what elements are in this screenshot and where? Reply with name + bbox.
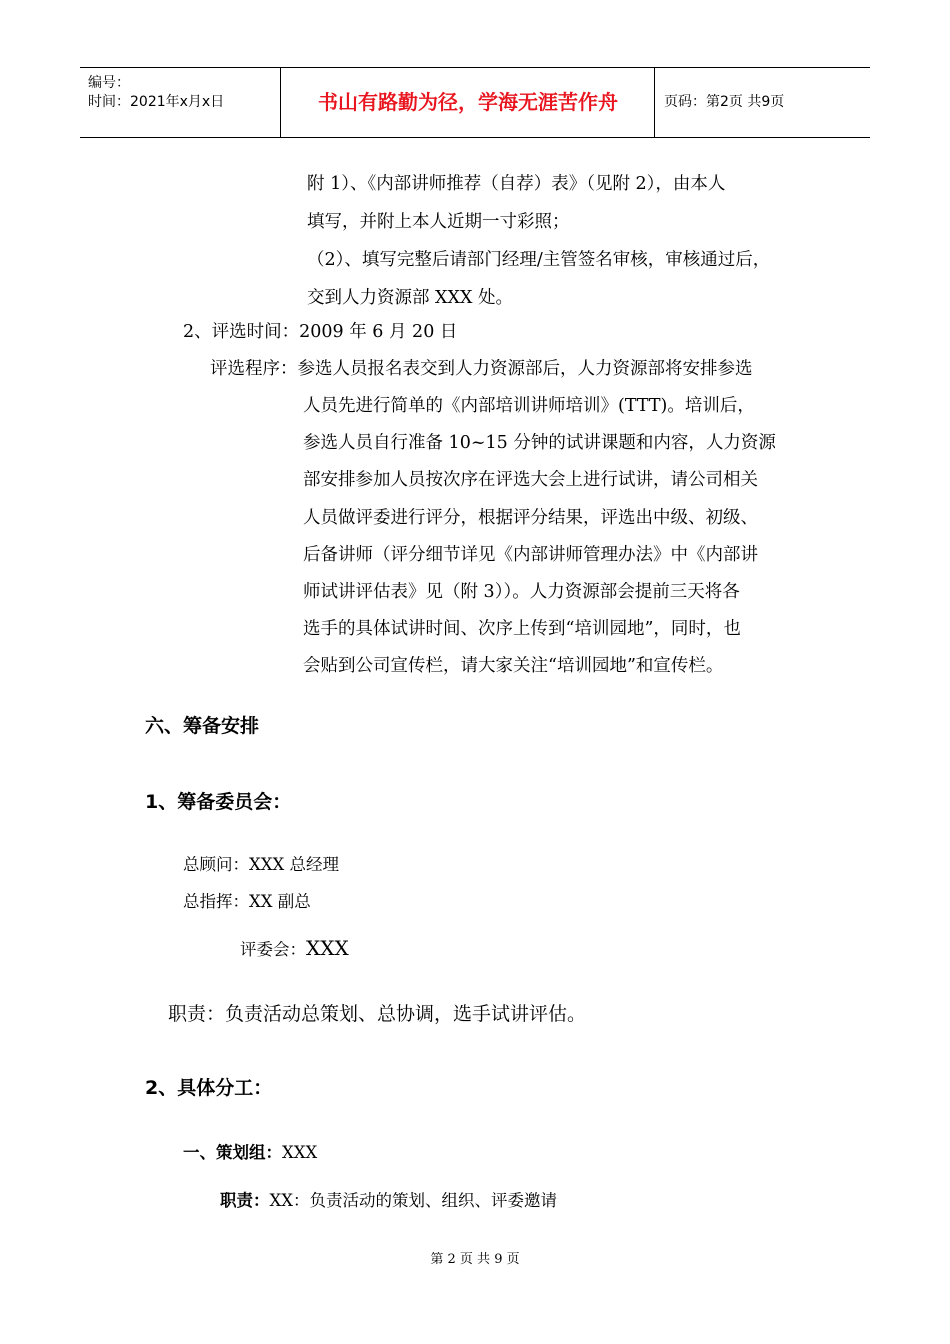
body-line: 交到人力资源部 XXX 处。 [307, 288, 514, 308]
body-line: 会贴到公司宣传栏，请大家关注“培训园地”和宣传栏。 [303, 656, 724, 676]
body-line: 人员做评委进行评分，根据评分结果，评选出中级、初级、 [303, 508, 758, 528]
body-line: 填写，并附上本人近期一寸彩照； [307, 212, 570, 232]
planning-group-duty [220, 1187, 557, 1211]
page-header [80, 67, 870, 138]
selection-procedure: 评选程序：参选人员报名表交到人力资源部后，人力资源部将安排参选 [210, 359, 753, 379]
header-motto: 书山有路勤为径，学海无涯苦作舟 [318, 90, 618, 114]
body-line: 参选人员自行准备 10~15 分钟的试讲课题和内容，人力资源 [303, 433, 776, 453]
body-line: 附 1）、《内部讲师推荐（自荐）表》（见附 2），由本人 [307, 174, 726, 194]
header-page-number: 页码：第2页 共9页 [664, 94, 785, 110]
general-director: 总指挥：XX 副总 [183, 892, 311, 911]
duty-text: XX：负责活动的策划、组织、评委邀请 [269, 1191, 557, 1210]
committee-duty: 职责：负责活动总策划、总协调，选手试讲评估。 [168, 1003, 587, 1025]
duty-label: 职责： [220, 1191, 270, 1210]
body-line: 后备讲师（评分细节详见《内部讲师管理办法》中《内部讲 [303, 545, 758, 565]
planning-group [183, 1139, 317, 1163]
section-title: 六、筹备安排 [145, 715, 260, 737]
doc-number-label: 编号： [88, 75, 130, 91]
jury-value: XXX [306, 936, 349, 960]
header-divider [654, 68, 655, 137]
body-line: （2）、填写完整后请部门经理/主管签名审核，审核通过后， [307, 250, 771, 270]
jury-label: 评委会： [240, 940, 306, 959]
header-info-cell [80, 68, 280, 137]
body-line: 师试讲评估表》见（附 3））。人力资源部会提前三天将各 [303, 582, 740, 602]
planning-group-label: 一、策划组： [183, 1143, 282, 1162]
general-adviser: 总顾问：XXX 总经理 [183, 855, 339, 874]
body-line: 选手的具体试讲时间、次序上传到“培训园地”，同时，也 [303, 619, 741, 639]
page-footer: 第 2 页 共 9 页 [430, 1252, 520, 1267]
planning-group-value: XXX [282, 1143, 318, 1162]
body-line: 部安排参加人员按次序在评选大会上进行试讲，请公司相关 [303, 470, 758, 490]
doc-time-label: 时间：2021年x月x日 [88, 94, 225, 110]
jury-line [240, 936, 349, 960]
body-line: 人员先进行简单的《内部培训讲师培训》(TTT)。培训后， [303, 396, 755, 416]
subsection-title: 2、具体分工： [145, 1077, 273, 1099]
subsection-title: 1、筹备委员会： [145, 791, 292, 813]
header-divider [280, 68, 281, 137]
selection-time: 2、评选时间：2009 年 6 月 20 日 [183, 322, 458, 342]
